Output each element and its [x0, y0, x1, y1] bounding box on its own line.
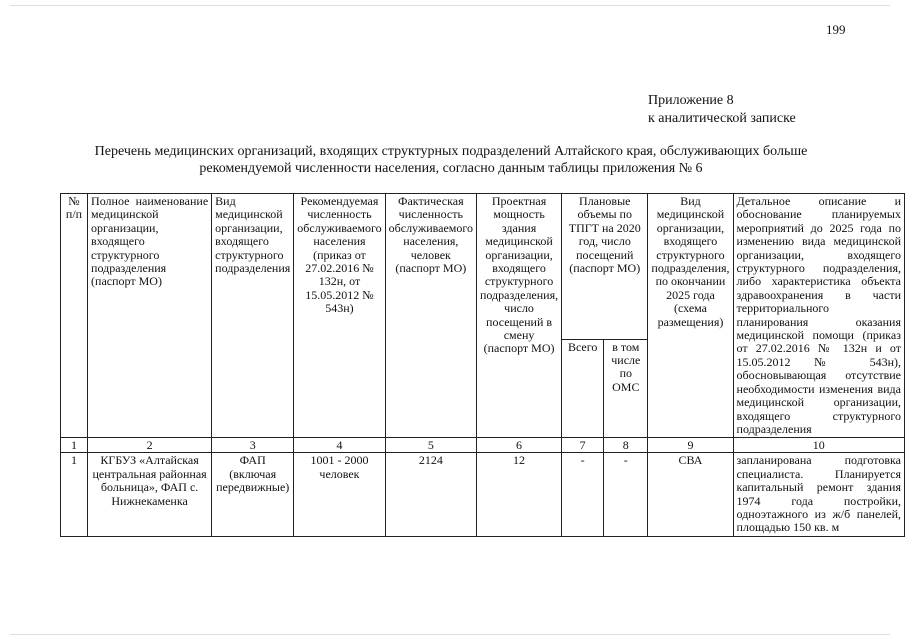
appendix-label [648, 92, 796, 128]
header-planned-volumes: Плановые объемы по ТПГТ на 2020 год, число посещений (паспорт МО) [562, 194, 648, 340]
column-number: 10 [733, 438, 904, 453]
appendix-line-1: Приложение 8 [648, 93, 734, 108]
scan-artifact-top [10, 5, 890, 6]
column-number: 8 [604, 438, 648, 453]
header-no: № п/п [61, 194, 88, 438]
cell-planned-total: - [562, 453, 604, 536]
column-number: 2 [88, 438, 212, 453]
column-number: 1 [61, 438, 88, 453]
appendix-line-2: к аналитической записке [648, 111, 796, 126]
header-name: Полное наименование медицинской организации, входящего структурного подразделения (паспорт МО) [88, 194, 212, 438]
scan-artifact-bottom [10, 634, 890, 635]
column-number: 4 [294, 438, 385, 453]
header-actual: Фактическая численность обслуживаемого населения, человек (паспорт МО) [385, 194, 476, 438]
cell-name: КГБУЗ «Алтайская центральная районная больница», ФАП с. Нижнекаменка [88, 453, 212, 536]
table-row [61, 453, 905, 536]
header-recommended: Рекомендуемая численность обслуживаемого населения (приказ от 27.02.2016 № 132н, от 15.05.2012 № 543н) [294, 194, 385, 438]
column-number: 7 [562, 438, 604, 453]
cell-type: ФАП (включая передвижные) [212, 453, 294, 536]
column-number: 9 [648, 438, 733, 453]
page-number: 199 [826, 22, 846, 37]
cell-description: запланирована подготовка специалиста. Планируется капитальный ремонт здания 1974 года постройки, одноэтажного из ж/б панелей, площадью 150 кв. м [733, 453, 904, 536]
header-capacity: Проектная мощность здания медицинской организации, входящего структурного подразделения, число посещений в смену (паспорт МО) [476, 194, 561, 438]
document-title [40, 143, 862, 177]
column-numbers-row [61, 438, 905, 453]
column-number: 5 [385, 438, 476, 453]
cell-actual: 2124 [385, 453, 476, 536]
cell-type-2025: СВА [648, 453, 733, 536]
cell-planned-oms: - [604, 453, 648, 536]
cell-no: 1 [61, 453, 88, 536]
header-planned-oms: в том числе по ОМС [604, 339, 648, 438]
cell-capacity: 12 [476, 453, 561, 536]
title-line-2: рекомендуемой численности населения, согласно данным таблицы приложения № 6 [199, 161, 703, 176]
column-number: 3 [212, 438, 294, 453]
header-type: Вид медицинской организации, входящего структурного подразделения [212, 194, 294, 438]
header-description: Детальное описание и обоснование планируемых мероприятий до 2025 года по изменению вида медицинской организации, входящего структурного подразделения, либо характеристика объекта здравоохранения в части территориального планирования оказания медицинской помощи (приказ от 27.02.2016 № 132н и от 15.05.2012 № 543н), обосновывающая отсутствие необходимости изменения вида медицинской организации, входящего структурного подразделения [733, 194, 904, 438]
header-row [61, 194, 905, 340]
header-planned-total: Всего [562, 339, 604, 438]
header-type-2025: Вид медицинской организации, входящего структурного подразделения, по окончании 2025 года (схема размещения) [648, 194, 733, 438]
organizations-table [60, 193, 905, 537]
title-line-1: Перечень медицинских организаций, входящих структурных подразделений Алтайского края, обслуживающих больше [94, 144, 808, 159]
cell-recommended: 1001 - 2000 человек [294, 453, 385, 536]
column-number: 6 [476, 438, 561, 453]
